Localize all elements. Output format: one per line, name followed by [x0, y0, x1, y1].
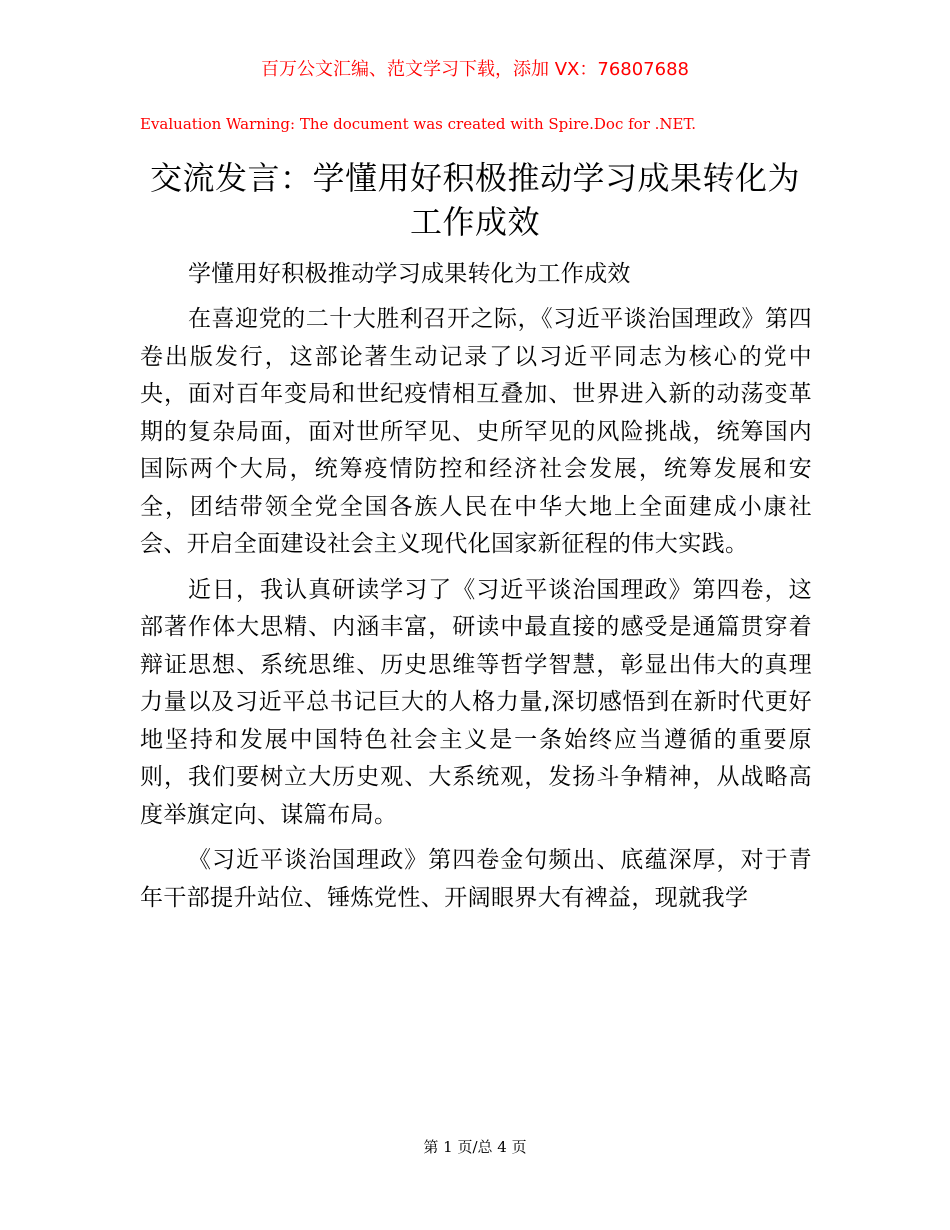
- header-banner: 百万公文汇编、范文学习下载，添加 VX：76807688: [261, 59, 689, 80]
- paragraph-2: 近日，我认真研读学习了《习近平谈治国理政》第四卷，这部著作体大思精、内涵丰富，研读中最直接的感受是通篇贯穿着辩证思想、系统思维、历史思维等哲学智慧，彰显出伟大的真理力量以及习近平总书记巨大的人格力量,深切感悟到在新时代更好地坚持和发展中国特色社会主义是一条始终应当遵循的重要原则，我们要树立大历史观、大系统观，发扬斗争精神，从战略高度举旗定向、谋篇布局。: [140, 576, 812, 828]
- paragraph-3: 《习近平谈治国理政》第四卷金句频出、底蕴深厚，对于青年干部提升站位、锤炼党性、开阔眼界大有裨益，现就我学: [140, 847, 812, 911]
- page-number-footer: 第 1 页/总 4 页: [423, 1138, 527, 1156]
- evaluation-warning: Evaluation Warning: The document was created with Spire.Doc for .NET.: [140, 115, 697, 133]
- document-body: [140, 256, 812, 925]
- paragraph-1: 在喜迎党的二十大胜利召开之际，《习近平谈治国理政》第四卷出版发行，这部论著生动记录了以习近平同志为核心的党中央，面对百年变局和世纪疫情相互叠加、世界进入新的动荡变革期的复杂局面，面对世所罕见、史所罕见的风险挑战，统筹国内国际两个大局，统筹疫情防控和经济社会发展，统筹发展和安全，团结带领全党全国各族人民在中华大地上全面建成小康社会、开启全面建设社会主义现代化国家新征程的伟大实践。: [140, 306, 812, 557]
- document-title: 交流发言：学懂用好积极推动学习成果转化为工作成效: [149, 159, 800, 241]
- document-subtitle: 学懂用好积极推动学习成果转化为工作成效: [188, 261, 631, 287]
